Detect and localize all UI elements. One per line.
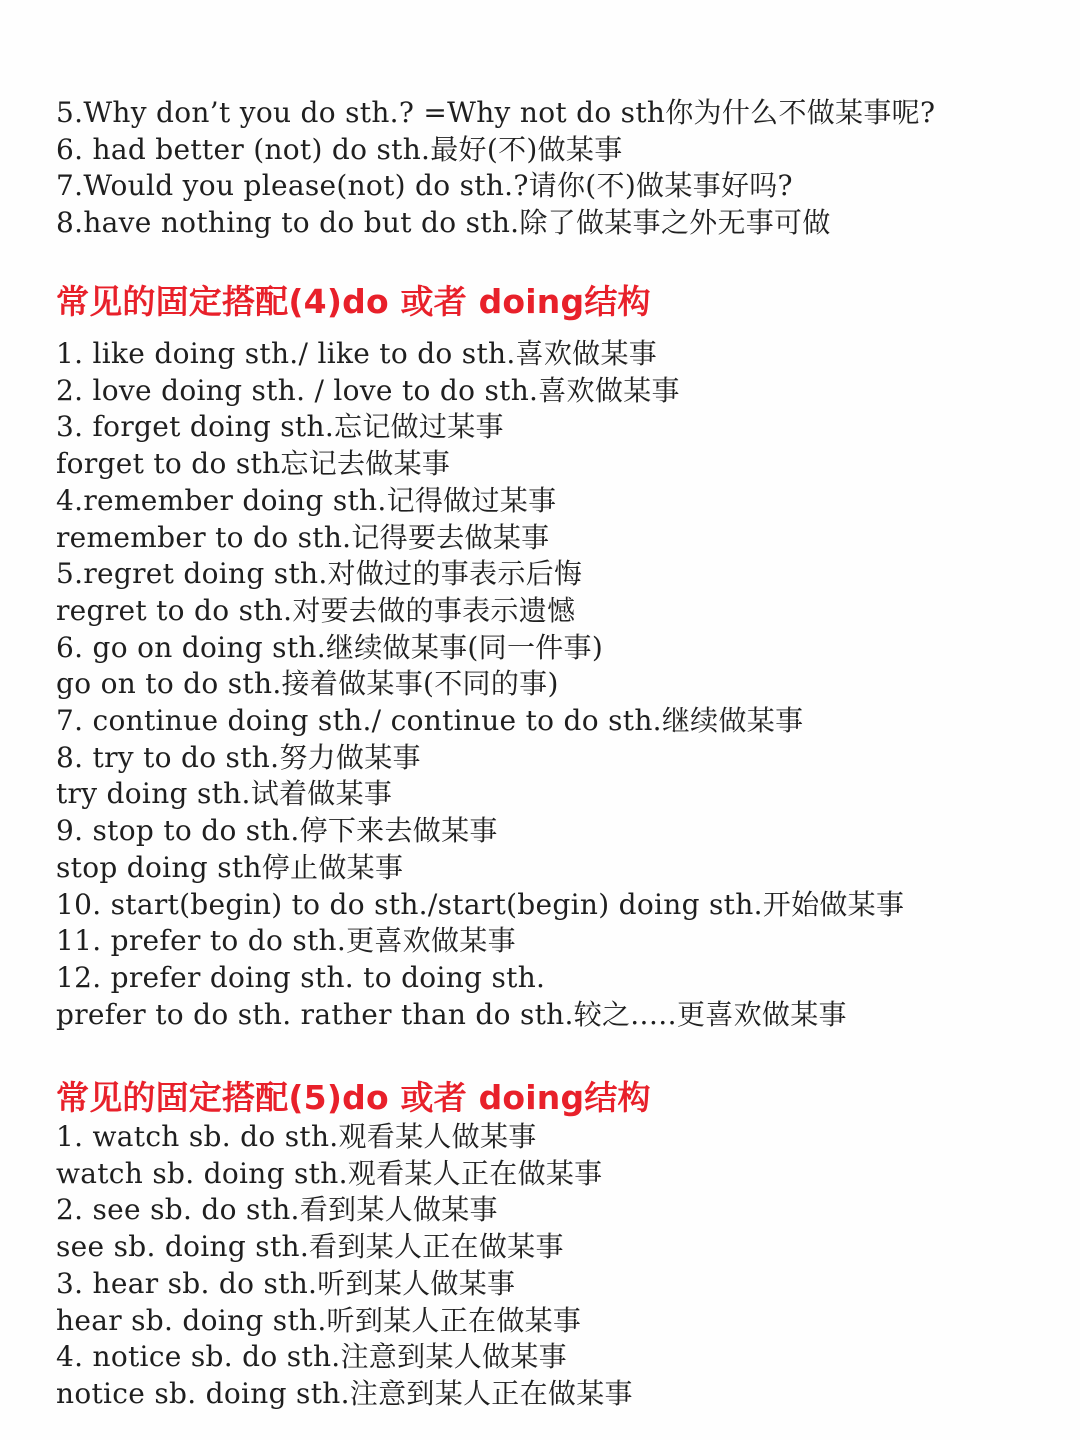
list-item: 12. prefer doing sth. to doing sth. bbox=[56, 960, 546, 994]
list-item: notice sb. doing sth.注意到某人正在做某事 bbox=[56, 1376, 633, 1410]
list-item: regret to do sth.对要去做的事表示遗憾 bbox=[56, 593, 576, 627]
list-item: see sb. doing sth.看到某人正在做某事 bbox=[56, 1230, 564, 1264]
list-item: 6. had better (not) do sth.最好(不)做某事 bbox=[56, 132, 623, 166]
list-item: try doing sth.试着做某事 bbox=[56, 777, 393, 811]
list-item: hear sb. doing sth.听到某人正在做某事 bbox=[56, 1303, 582, 1337]
list-item: 1. like doing sth./ like to do sth.喜欢做某事 bbox=[56, 337, 658, 370]
section-5-heading: 常见的固定搭配(5)do 或者 doing结构 bbox=[56, 1078, 651, 1117]
section-4-heading: 常见的固定搭配(4)do 或者 doing结构 bbox=[56, 282, 651, 321]
list-item: 7. continue doing sth./ continue to do sth.继续做某事 bbox=[56, 704, 804, 738]
list-item: stop doing sth停止做某事 bbox=[56, 850, 404, 884]
list-item: 1. watch sb. do sth.观看某人做某事 bbox=[56, 1120, 537, 1153]
list-item: 8. try to do sth.努力做某事 bbox=[56, 740, 421, 774]
list-item: 8.have nothing to do but do sth.除了做某事之外无事可做 bbox=[56, 206, 831, 240]
list-item: go on to do sth.接着做某事(不同的事) bbox=[56, 667, 559, 701]
list-item: 5.regret doing sth.对做过的事表示后悔 bbox=[56, 557, 583, 591]
list-item: 6. go on doing sth.继续做某事(同一件事) bbox=[56, 630, 604, 664]
list-item: 4.remember doing sth.记得做过某事 bbox=[56, 483, 557, 517]
list-item: 4. notice sb. do sth.注意到某人做某事 bbox=[56, 1340, 567, 1374]
list-item: 3. forget doing sth.忘记做过某事 bbox=[56, 410, 504, 444]
intro-list bbox=[56, 95, 1046, 242]
list-item: 7.Would you please(not) do sth.?请你(不)做某事好吗? bbox=[56, 169, 793, 203]
list-item: 3. hear sb. do sth.听到某人做某事 bbox=[56, 1266, 516, 1300]
list-item: prefer to do sth. rather than do sth.较之..…更喜欢做某事 bbox=[56, 997, 847, 1031]
section-4-list bbox=[56, 336, 1046, 1033]
list-item: forget to do sth忘记去做某事 bbox=[56, 447, 451, 481]
list-item: 5.Why don’t you do sth.? =Why not do sth你为什么不做某事呢? bbox=[56, 96, 936, 129]
list-item: watch sb. doing sth.观看某人正在做某事 bbox=[56, 1156, 603, 1190]
list-item: 10. start(begin) to do sth./start(begin) doing sth.开始做某事 bbox=[56, 887, 905, 921]
list-item: remember to do sth.记得要去做某事 bbox=[56, 520, 550, 554]
list-item: 2. love doing sth. / love to do sth.喜欢做某事 bbox=[56, 373, 680, 407]
section-5-list bbox=[56, 1119, 1046, 1413]
list-item: 11. prefer to do sth.更喜欢做某事 bbox=[56, 924, 516, 958]
list-item: 9. stop to do sth.停下来去做某事 bbox=[56, 814, 498, 848]
list-item: 2. see sb. do sth.看到某人做某事 bbox=[56, 1193, 498, 1227]
